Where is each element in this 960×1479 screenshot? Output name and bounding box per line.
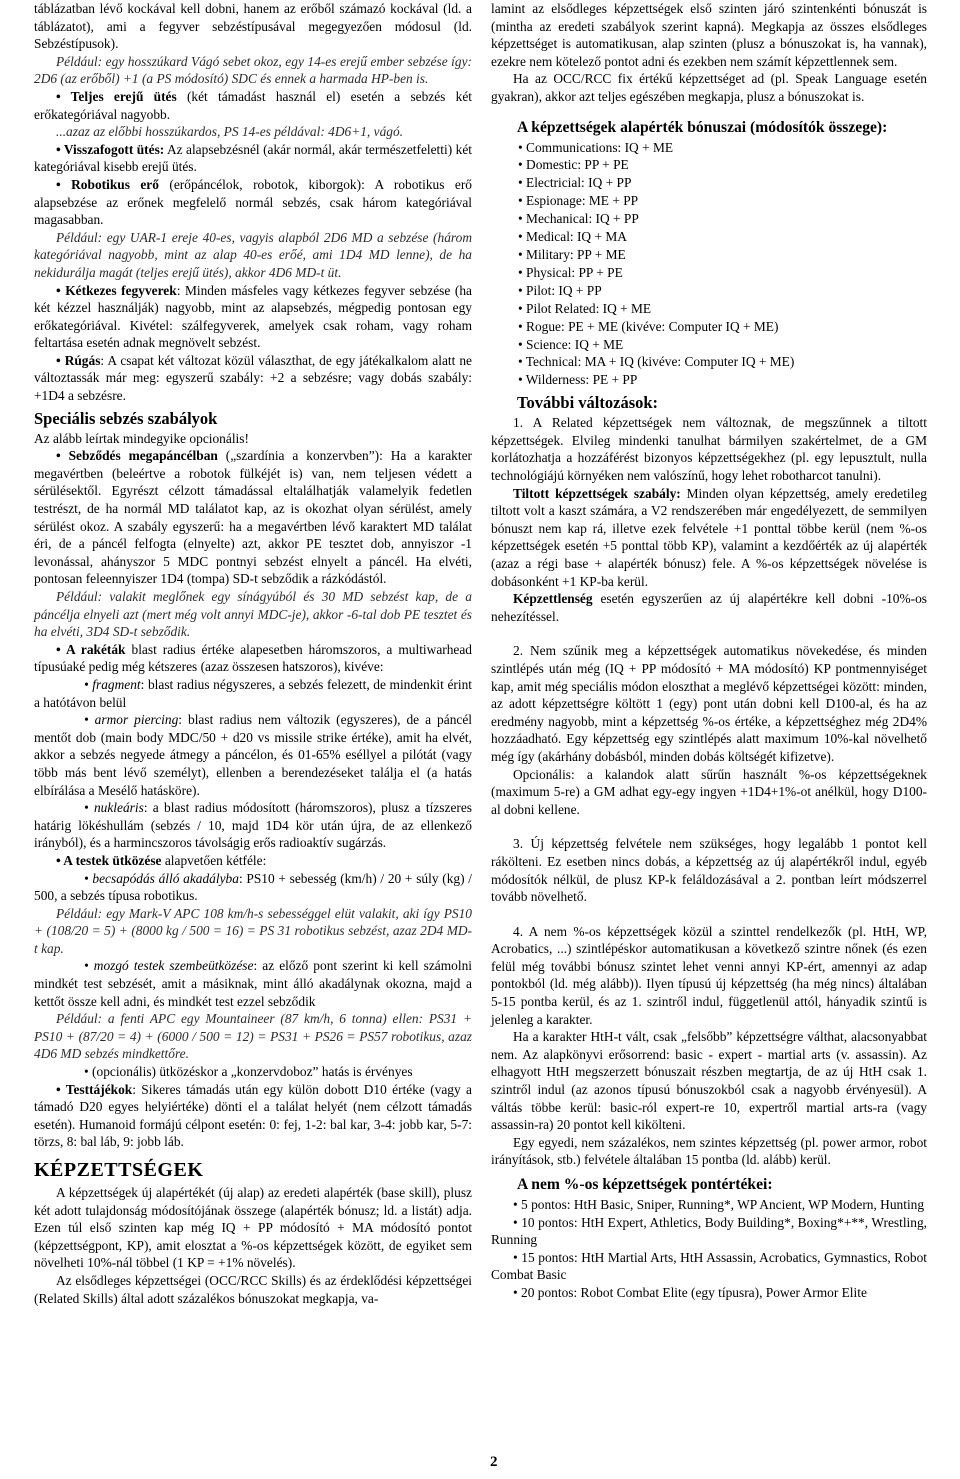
- armor-piercing-paragraph: [34, 711, 472, 799]
- left-column: [34, 0, 472, 1307]
- nuclear-label: • nukleáris: [84, 800, 144, 816]
- change-4-hth-paragraph: Ha a karakter HtH-t vált, csak „felsőbb” képzettségre válthat, alacsonyabbat nem. Az alapkönyvi erősorrend: basic - expert - martial arts (v. assassin). Az elhagyott HtH megszerzett bónuszait részben megtartja, de az új HtH csak 1. szintről indul (az azonos típusú bónuszokból csak a nagyobb érvényesül). A váltás többe kerül: basic-ról expert-re 10, expertről martial arts-ra (vagy assassin-ra) 20 pontot kell kikölteni.: [491, 1029, 927, 1133]
- change-2-paragraph: 2. Nem szűnik meg a képzettségek automatikus növekedése, és minden szintlépés után még (IQ + PP módosító + MA módosító) KP pontmennyiséget kap, amit még speciális módon eloszthat a meglévő képzettségei között: minden, az adott képzettségre költött 1 (egy) pont után dobni kell D100-al, és ha az eredmény nagyobb, mint a képzettség %-os értéke, a képzettséghez még 2D4% hozzáadható. Egy képzettség egy szintlépés alatt maximum 10%-kal növelhető még így (akárhány dobásból, minden dobás költségét kifizetve).: [491, 643, 927, 764]
- static-collision-label: • becsapódás álló akadályba: [84, 870, 239, 886]
- change-2-optional-paragraph: Opcionális: a kalandok alatt sűrűn használt %-os képzettségeknek (maximum 5-re) a GM adhat egy-egy ingyen +1D4+1%-ot anélkül, hogy D100-al dobni kellene.: [491, 766, 927, 817]
- bonus-heading: A képzettségek alapérték bónuszai (módosítók összege):: [517, 118, 888, 136]
- fragment-paragraph: [34, 676, 472, 711]
- list-item: • Physical: PP + PE: [518, 264, 623, 280]
- forbidden-text: Minden olyan képzettség, amely eredetileg tiltott volt a kaszt számára, a V2 rendszerében már engedélyezett, de semmilyen bónuszt nem kap rá, illetve ezek felvétele +1 ponttal többe kerül (nem %-os képzettségek esetén +5 ponttal több KP), valamint a kezdőérték az új alapérték (azaz a régi base + alapérték bónusz) fele. A %-os képzettségek növelése is dobásonként +1 KP-ba kerül.: [491, 485, 927, 589]
- full-strength-label: • Teljes erejű ütés: [56, 88, 177, 104]
- nuclear-paragraph: [34, 799, 472, 852]
- unskilled-paragraph: [491, 590, 927, 625]
- change-4-paragraph: 4. A nem %-os képzettségek közül a szinttel rendelkezők (pl. HtH, WP, Acrobatics, ...) szintlépéskor automatikusan a következő szintre nőnek (és ezen felül még további bónusz szintet lehet venni annyi KP-ért, amennyi az adap pontokból (ld. még alább)). Ilyen típusú új képzettség (ha még nincs) általában 5-15 pontba kerül, és az 1. szintről indul, függetlenül attól, hányadik szintű is jelenleg a karakter.: [491, 923, 927, 1027]
- robotic-text: (erőpáncélok, robotok, kiborgok): A robotikus erő alapsebzése az erőnek megfelelő normál sebzés, csak három kategóriával magasabban.: [34, 176, 472, 228]
- armor-piercing-text: : blast radius nem változik (egyszeres), de a páncél mentőt dob (main body MDC/50 + d20 vs missile strike értéke), amit ha elvét, akkor a sebzés negyede átmegy a páncélon, és 01-65% eséllyel a pilótát (vagy több más bent lévő személyt), ellenben a berendezéseket találja el (a hatás elbírálása a Mesélő hatásköre).: [34, 712, 472, 798]
- example-railgun: Például: valakit meglőnek egy sínágyúból és 30 MD sebzést kap, de a páncélja elnyeli azt (mert még volt annyi MDC-je), akkor -6-tal dob PE tesztet és ha elvéti, 3D4 SD-t sebződik.: [34, 589, 472, 640]
- collision-label: • A testek ütközése: [56, 852, 162, 868]
- list-item: • Technical: MA + IQ (kivéve: Computer IQ + ME): [518, 354, 795, 370]
- armor-piercing-label: • armor piercing: [84, 712, 179, 728]
- twohand-label: • Kétkezes fegyverek: [56, 282, 177, 298]
- armor-label: • Sebződés megapáncélban: [56, 448, 218, 464]
- special-damage-heading: Speciális sebzés szabályok: [34, 408, 218, 428]
- hit-location-text: : Sikeres támadás után egy külön dobott D10 értéke (vagy a támadó D20 egyes helyiértéke) dönti el a találat helyét (nem célzott támadás esetén). Humanoid formájú célpont esetén: 0: fej, 1-2: bal kar, 3-4: jobb kar, 5-7: törzs, 8: bal láb, 9: jobb láb.: [34, 1081, 472, 1150]
- skills-paragraph-1: A képzettségek új alapértékét (új alap) az eredeti alapérték (base skill), plusz két adott tulajdonság módosítójának összege (alapérték bónusz; ld. a listát) adja. Ezen túl első szinten kap még IQ + PP módosító + MA módosító pontot (képzettségpont, KP), amit elosztat a %-os képzettségek között, de egyiket sem növelheti 10%-nál többel (1 KP = +1% növelés).: [34, 1185, 472, 1271]
- list-item: • 5 pontos: HtH Basic, Sniper, Running*, WP Ancient, WP Modern, Hunting: [513, 1197, 925, 1212]
- list-item: • Mechanical: IQ + PP: [518, 211, 639, 227]
- restrained-label: • Visszafogott ütés:: [56, 141, 165, 157]
- kick-paragraph: [34, 352, 472, 405]
- list-item: • Espionage: ME + PP: [518, 193, 639, 209]
- rocket-paragraph: [34, 641, 472, 676]
- list-item: • Pilot: IQ + PP: [518, 282, 602, 298]
- rocket-label: • A rakéták: [56, 641, 126, 657]
- kick-text: : A csapat két változat közül választhat, de egy játékalkalom alatt ne változtassák már meg: egyszerű szabály: +2 a sebzésre; vagy dobás szabály: +1D4 a sebzésre.: [34, 352, 472, 404]
- full-strength-paragraph: [34, 88, 472, 123]
- list-item: • Medical: IQ + MA: [518, 229, 627, 245]
- static-collision-text: : PS10 + sebesség (km/h) / 20 + súly (kg) / 500, a sebzés típusa robotikus.: [34, 870, 472, 904]
- armor-paragraph: [34, 447, 472, 588]
- list-item: • Science: IQ + ME: [518, 336, 624, 352]
- example-longsword-2: ...azaz az előbbi hosszúkardos, PS 14-es példával: 4D6+1, vágó.: [56, 124, 403, 140]
- forbidden-paragraph: [491, 485, 927, 591]
- skills-continued-2: Ha az OCC/RCC fix értékű képzettséget ad (pl. Speak Language esetén gyakran), akkor azt teljes egészében megkapja, plusz a bónuszokat is.: [491, 71, 927, 104]
- skills-heading: KÉPZETTSÉGEK: [34, 1159, 204, 1181]
- list-item: • 10 pontos: HtH Expert, Athletics, Body Building*, Boxing*+**, Wrestling, Running: [491, 1214, 927, 1248]
- moving-collision-text: : az előző pont szerint ki kell számolni mindkét test sebzését, amit a másiknak, mint álló akadálynak okozna, majd a kettőt össze kell adni, és mindkét test ezzel sebződik: [34, 958, 472, 1009]
- robotic-label: • Robotikus erő: [56, 176, 159, 192]
- right-column: [491, 0, 927, 1302]
- skills-continued-1: lamint az elsődleges képzettségek első szinten járó szintenkénti bónuszát is (mintha az eredeti szabályok szerint kapná). Megkapja az összes elsődleges képzettséget is automatikusan, alap szinten (plusz a bónuszokat is, ha vannak), ezekre nem kötelező pontot adni és ezekben nem számít képzettlennek sem.: [491, 1, 927, 69]
- list-item: • Rogue: PE + ME (kivéve: Computer IQ + ME): [518, 318, 779, 334]
- kick-label: • Rúgás: [56, 352, 101, 368]
- example-apc: Például: egy Mark-V APC 108 km/h-s sebességgel elüt valakit, aki így PS10 + (108/20 = 5) + (8000 kg / 500 = 16) = PS 31 robotikus sebzést, azaz 2D4 MD-t kap.: [34, 905, 472, 956]
- unskilled-label: Képzettlenség: [513, 591, 593, 607]
- robotic-paragraph: [34, 176, 472, 229]
- list-item: • 20 pontos: Robot Combat Elite (egy típusra), Power Armor Elite: [513, 1284, 867, 1300]
- collision-paragraph: [34, 852, 472, 870]
- change-4-unique-paragraph: Egy egyedi, nem százalékos, nem szintes képzettség (pl. power armor, robot irányítások, stb.) felvétele általában 15 pontba (ld. alább) kerül.: [491, 1134, 927, 1168]
- example-mountaineer: Például: a fenti APC egy Mountaineer (87 km/h, 6 tonna) ellen: PS31 + PS10 + (87/20 = 4) + (6000 / 500 = 12) = PS31 + PS26 = PS57 robotikus, azaz 4D6 MD sebzés mindkettőre.: [34, 1011, 472, 1062]
- special-damage-subtitle: Az alább leírtak mindegyike opcionális!: [34, 430, 249, 446]
- restrained-paragraph: [34, 141, 472, 176]
- hit-location-label: • Testtájékok: [56, 1081, 133, 1097]
- list-item: • 15 pontos: HtH Martial Arts, HtH Assassin, Acrobatics, Gymnastics, Robot Combat Basic: [491, 1249, 927, 1283]
- change-1-paragraph: 1. A Related képzettségek nem változnak, de megszűnnek a tiltott képzettségek. Elvileg mindenki tanulhat bármilyen szakértelmet, de a GM korlátozhatja a hozzáférést bizonyos képzettségekhez (pl. egy lepusztult, nulla technológiájú környéken nem valószínű, hogy lehet robotharcot tanulni).: [491, 415, 927, 484]
- static-collision-paragraph: [34, 870, 472, 905]
- optional-can-paragraph: • (opcionális) ütközéskor a „konzervdoboz” hatás is érvényes: [84, 1064, 413, 1080]
- page-number: 2: [490, 1454, 498, 1470]
- example-longsword: Például: egy hosszúkard Vágó sebet okoz, egy 14-es erejű ember sebzése így: 2D6 (az erőből) +1 (a PS módosító) SDC és ennek a harmada HP-ben is.: [34, 53, 472, 87]
- fragment-label: • fragment: [84, 676, 141, 692]
- list-item: • Communications: IQ + ME: [518, 139, 674, 155]
- full-strength-text: (két támadást használ el) esetén a sebzés két erőkategóriával nagyobb.: [34, 88, 472, 122]
- list-item: • Pilot Related: IQ + ME: [518, 300, 652, 316]
- unskilled-text: esetén egyszerűen az új alapértékre kell dobni -10%-os nehezítéssel.: [491, 591, 927, 624]
- list-item: • Electricial: IQ + PP: [518, 175, 632, 191]
- forbidden-label: Tiltott képzettségek szabály:: [513, 485, 681, 501]
- nuclear-text: : a blast radius módosított (háromszoros), plusz a tízszeres határig lökéshullám (sebzés / 10, majd 1D4 kör után újra, de az ellenkező irányból), és a harmincszoros távolságig erős radioaktív sugárzás.: [34, 800, 473, 851]
- collision-text: alapvetően kétféle:: [161, 852, 267, 868]
- fragment-text: : blast radius négyszeres, a sebzés felezett, de mindenkit érint a hatótávon belül: [34, 676, 472, 710]
- changes-heading: További változások:: [517, 393, 659, 413]
- hit-location-paragraph: [34, 1081, 472, 1151]
- change-3-paragraph: 3. Új képzettség felvétele nem szükséges, hogy legalább 1 pontot kell rákölteni. Ez esetben nincs dobás, a képzettség az új alapértékről indul, egyéb módosítók nélkül, de plusz KP-k feláldozásával a 2. pontban leírt módszerrel tovább növelhető.: [491, 836, 927, 905]
- list-item: • Military: PP + ME: [518, 247, 626, 262]
- bonus-list: [491, 139, 927, 390]
- nonpercent-heading: A nem %-os képzettségek pontértékei:: [517, 1176, 773, 1193]
- moving-collision-label: • mozgó testek szembeütközése: [84, 958, 254, 974]
- armor-text: („szardínia a konzervben”): Ha a karakter megavértben (beleértve a robotok fülkéjét is) van, nem teljesen védett a sérülésektől. Egyrészt célzott támadással eltalálhatják valamelyik fedetlen testrészt, de ha normál MD találatot kap, az is okozhat olyan sérülést, amely sérülést okoz. A szabály egyszerű: ha a megavértben lévő karaktert MD találat éri, de a páncél felfogta (elnyelte) azt, akkor PE tesztet dob, annyiszor -1 levonással, ahányszor 5 MDC pontnyi sebzést elnyelt a páncél. Ha elvéti, pontosan feleennyiszer 1D4 (tompa) SD-t sebződik a rázkódástól.: [34, 448, 472, 587]
- twohand-paragraph: [34, 282, 472, 352]
- list-item: • Domestic: PP + PE: [518, 157, 629, 173]
- restrained-text: Az alapsebzésnél (akár normál, akár természetfeletti) két kategóriával kisebb erejű ütés.: [34, 141, 472, 175]
- rocket-text: blast radius értéke alapesetben háromszoros, a multiwarhead típusúaké pedig még kétszeres (azaz összesen hatszoros), kivéve:: [34, 641, 472, 675]
- example-uar: Például: egy UAR-1 ereje 40-es, vagyis alapból 2D6 MD a sebzése (három kategóriával nagyobb, mint az alap 40-es erőé, ami 1D4 MD lenne), de ha nekidurálja magát (teljes erejű ütés), akkor 4D6 MD-t üt.: [34, 229, 472, 280]
- twohand-text: : Minden másfeles vagy kétkezes fegyver sebzése (ha két kézzel használják) nagyobb, mint az alapsebzés, mégpedig pontosan egy erőkategóriával. Kivétel: szálfegyverek, amelyek csak roham, vagy roham feltartása esetén adnak megnövelt sebzést.: [34, 282, 472, 351]
- skills-paragraph-2: Az elsődleges képzettségei (OCC/RCC Skills) és az érdeklődési képzettségei (Related Skills) által adott százalékos bónuszokat megkapja, va-: [34, 1272, 472, 1306]
- moving-collision-paragraph: [34, 957, 472, 1010]
- intro-paragraph: táblázatban lévő kockával kell dobni, hanem az erőből számazó kockával (ld. a táblázatot), ami a fegyver sebzéstípusával megegyezően módosul (ld. Sebzéstípusok).: [34, 1, 472, 52]
- list-item: • Wilderness: PE + PP: [518, 372, 638, 388]
